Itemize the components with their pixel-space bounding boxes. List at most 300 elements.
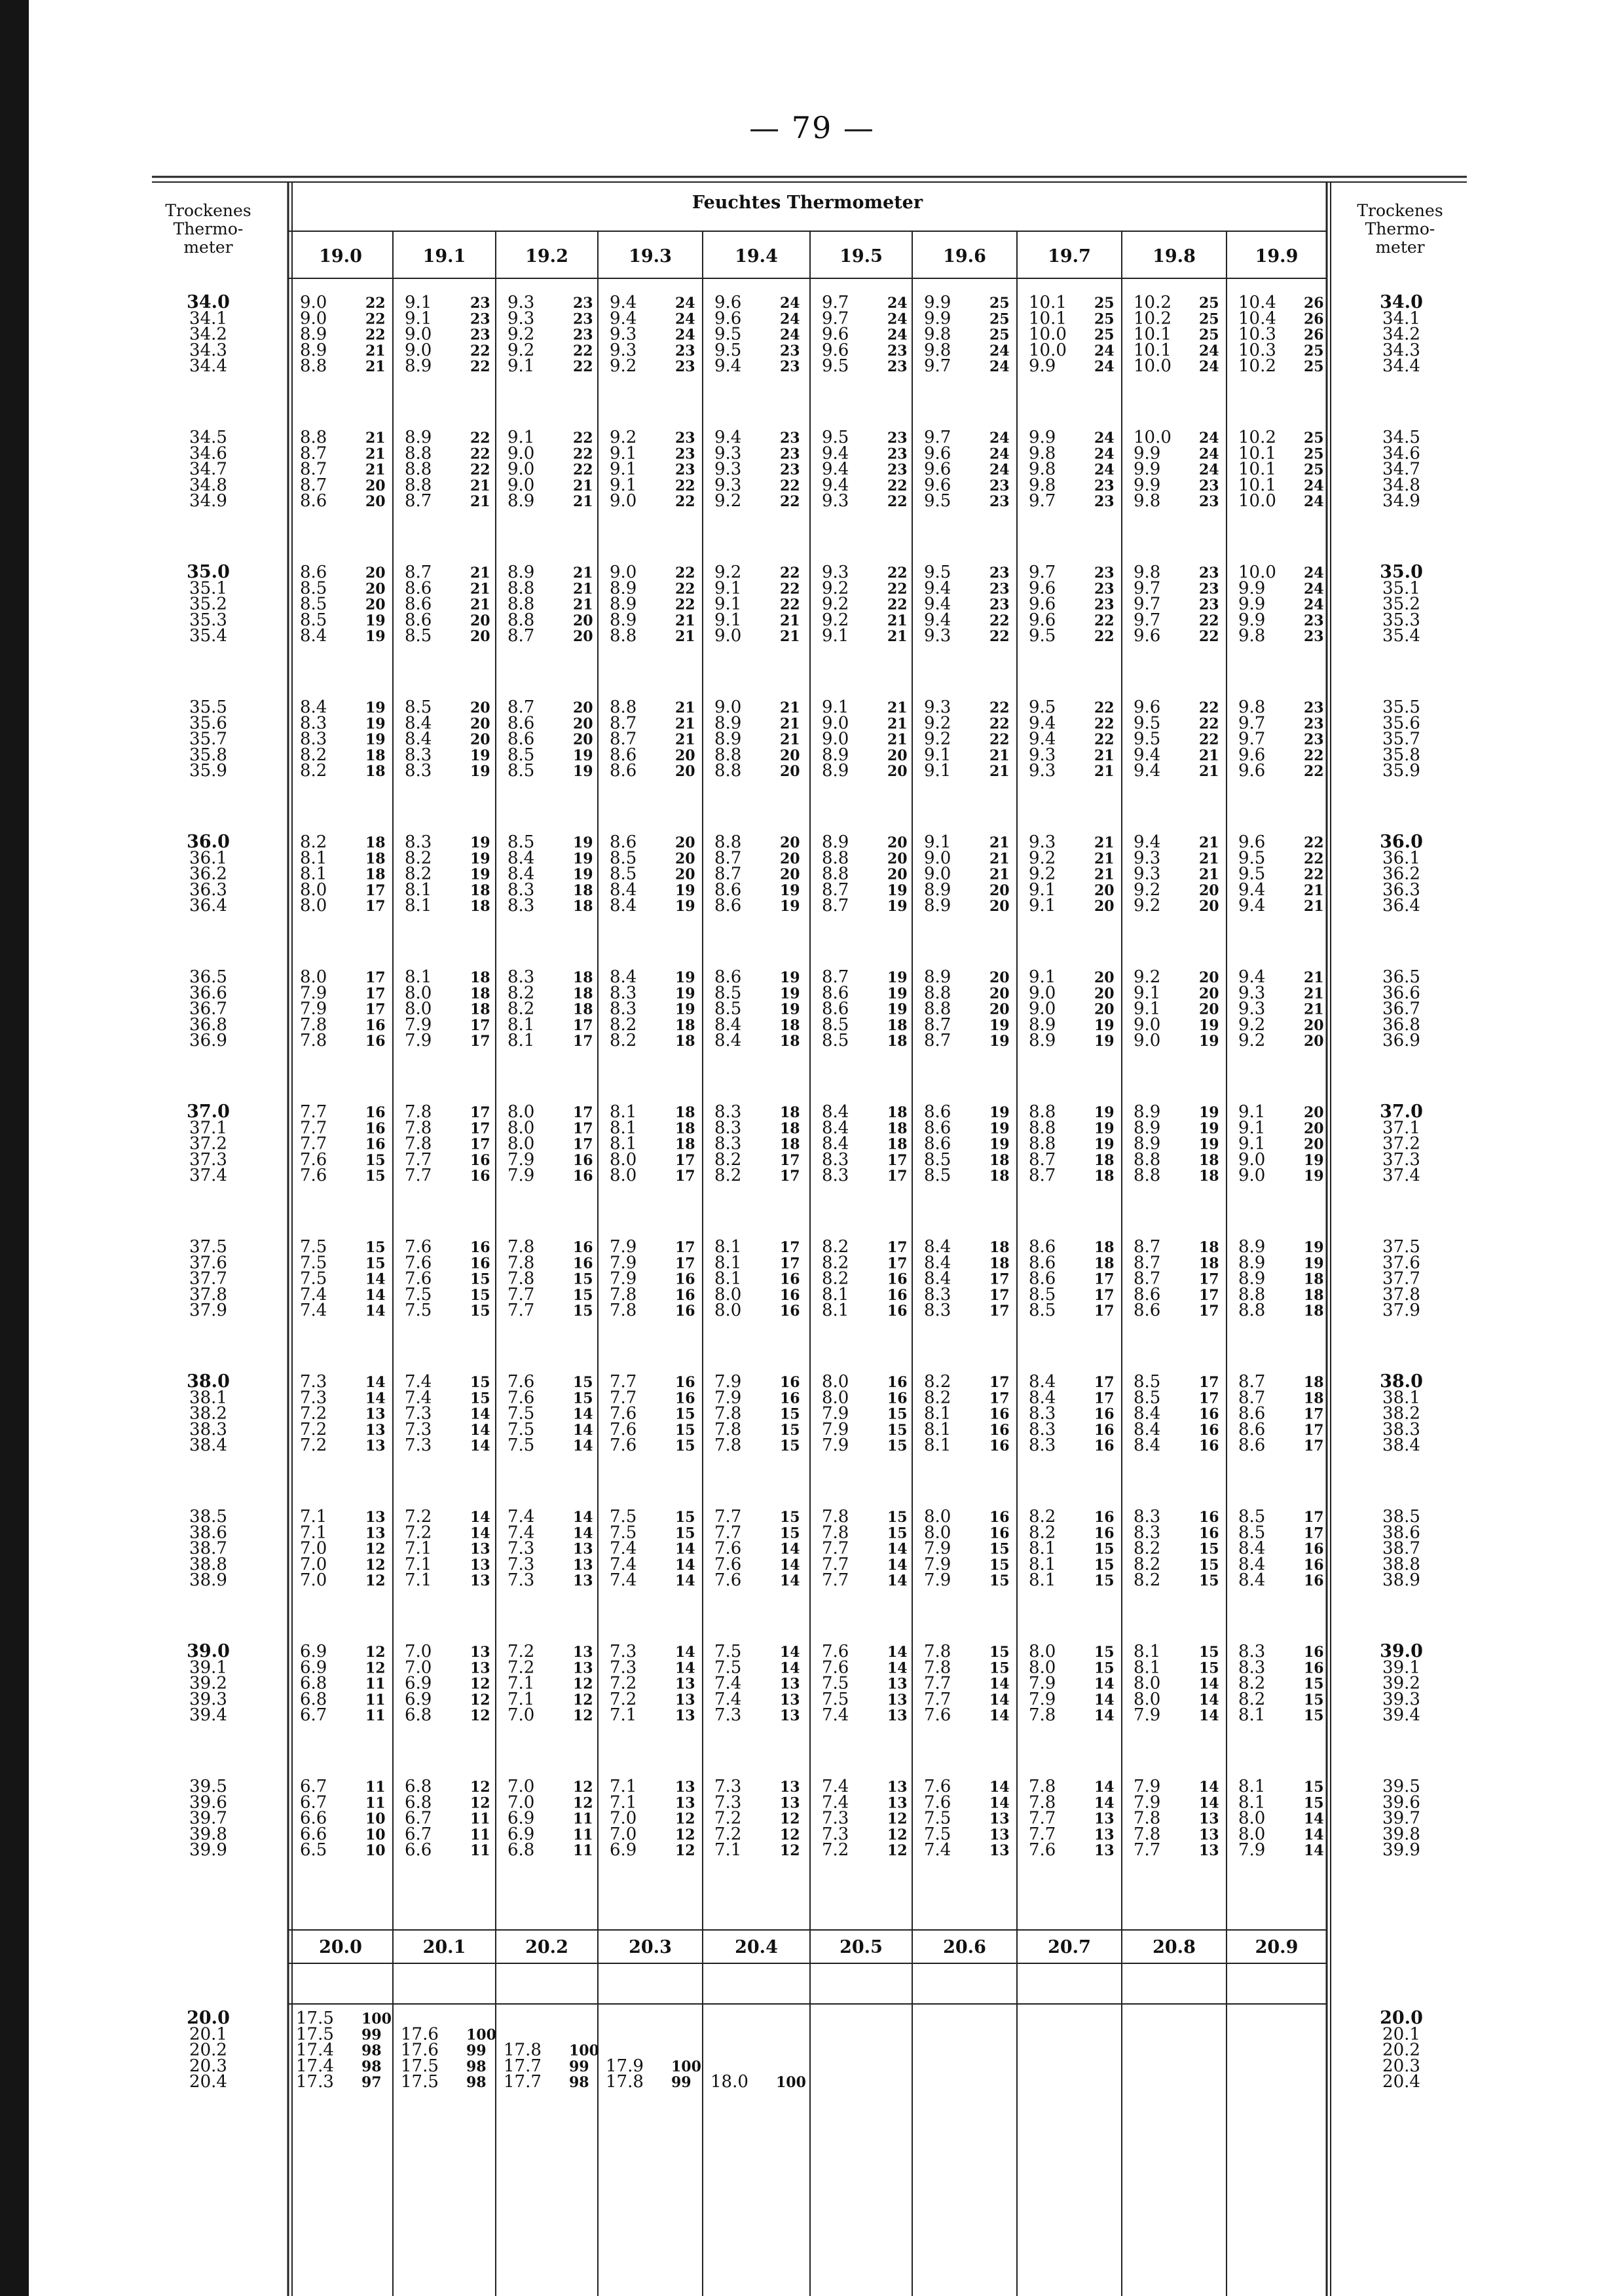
- row-label: 37.1: [189, 1118, 227, 1138]
- cell-value: 9.3: [924, 697, 951, 717]
- cell-humidity: 18: [573, 985, 593, 1003]
- cell-humidity: 23: [1304, 731, 1324, 749]
- cell-humidity: 17: [365, 881, 386, 899]
- cell-humidity: 20: [989, 881, 1010, 899]
- cell-value: 8.1: [1238, 1777, 1266, 1796]
- cell-humidity: 14: [573, 1509, 593, 1526]
- cell-value: 9.5: [924, 491, 951, 511]
- cell-humidity: 12: [573, 1707, 593, 1725]
- cell-value: 9.9: [924, 308, 951, 329]
- cell-value: 8.9: [822, 832, 849, 852]
- cell-value: 8.3: [1029, 1419, 1056, 1439]
- cell-humidity: 25: [1199, 295, 1219, 312]
- row-label: 39.7: [189, 1808, 227, 1828]
- cell-value: 9.4: [610, 293, 637, 312]
- cell-value: 9.5: [1238, 864, 1266, 884]
- cell-humidity: 23: [1199, 580, 1219, 598]
- cell-value: 9.7: [1134, 610, 1161, 630]
- cell-humidity: 18: [780, 1136, 800, 1153]
- cell-value: 8.8: [714, 761, 742, 781]
- cell-humidity: 18: [1304, 1270, 1324, 1288]
- cell-humidity: 15: [470, 1390, 490, 1407]
- cell-humidity: 21: [675, 628, 695, 646]
- cell-humidity: 20: [989, 969, 1010, 986]
- lower-cell-value: 17.9: [606, 2056, 644, 2076]
- cell-humidity: 18: [1199, 1255, 1219, 1272]
- row-label: 37.8: [189, 1284, 227, 1305]
- cell-humidity: 25: [1199, 326, 1219, 344]
- cell-value: 9.2: [1238, 1031, 1266, 1051]
- cell-value: 9.4: [1029, 729, 1056, 749]
- cell-humidity: 20: [573, 628, 593, 646]
- row-label-right: 39.5: [1382, 1777, 1420, 1796]
- cell-humidity: 13: [887, 1691, 908, 1709]
- cell-value: 8.2: [507, 999, 535, 1019]
- cell-value: 9.2: [610, 356, 637, 377]
- cell-humidity: 13: [365, 1405, 386, 1423]
- cell-humidity: 17: [1304, 1437, 1324, 1455]
- cell-humidity: 18: [989, 1168, 1010, 1185]
- cell-humidity: 15: [780, 1437, 800, 1455]
- cell-humidity: 17: [1304, 1525, 1324, 1542]
- cell-humidity: 22: [365, 310, 386, 328]
- cell-value: 8.0: [924, 1507, 951, 1527]
- cell-humidity: 11: [573, 1810, 593, 1828]
- cell-humidity: 22: [780, 565, 800, 582]
- cell-humidity: 13: [470, 1572, 490, 1590]
- cell-humidity: 17: [470, 1016, 490, 1034]
- cell-humidity: 21: [887, 699, 908, 716]
- lower-row-label-right: 20.0: [1380, 2008, 1423, 2028]
- cell-value: 8.4: [1134, 1419, 1161, 1439]
- cell-value: 7.9: [822, 1435, 849, 1456]
- cell-value: 8.9: [1029, 1031, 1056, 1051]
- cell-humidity: 16: [780, 1286, 800, 1304]
- row-label-right: 39.0: [1380, 1641, 1423, 1661]
- cell-humidity: 21: [365, 461, 386, 479]
- cell-value: 9.5: [822, 428, 849, 447]
- cell-value: 8.7: [610, 713, 637, 733]
- cell-value: 6.8: [405, 1792, 432, 1813]
- cell-value: 8.3: [405, 832, 432, 852]
- lower-cell-value: 18.0: [710, 2072, 748, 2092]
- cell-humidity: 19: [1304, 1151, 1324, 1169]
- cell-value: 7.9: [1029, 1689, 1056, 1709]
- cell-humidity: 19: [1199, 1033, 1219, 1050]
- cell-humidity: 13: [989, 1826, 1010, 1843]
- cell-value: 8.3: [714, 1134, 742, 1154]
- cell-value: 10.1: [1238, 443, 1276, 464]
- cell-humidity: 14: [887, 1572, 908, 1590]
- cell-value: 7.0: [300, 1554, 327, 1574]
- cell-humidity: 22: [365, 326, 386, 344]
- cell-value: 8.2: [924, 1388, 951, 1408]
- cell-value: 9.9: [1134, 475, 1161, 495]
- cell-value: 7.3: [507, 1570, 535, 1591]
- cell-value: 8.8: [300, 428, 327, 447]
- cell-humidity: 15: [989, 1644, 1010, 1661]
- cell-humidity: 17: [470, 1136, 490, 1153]
- cell-humidity: 23: [780, 430, 800, 447]
- page-number: — 79 —: [749, 110, 875, 145]
- cell-humidity: 22: [1304, 850, 1324, 868]
- lower-cell-humidity: 99: [569, 2058, 589, 2075]
- row-label: 39.4: [189, 1705, 227, 1726]
- cell-value: 9.1: [822, 697, 849, 717]
- cell-value: 7.6: [924, 1777, 951, 1796]
- cell-humidity: 21: [573, 565, 593, 582]
- cell-value: 8.6: [405, 594, 432, 614]
- cell-value: 9.0: [300, 293, 327, 312]
- cell-value: 8.4: [300, 697, 327, 717]
- cell-humidity: 22: [780, 477, 800, 494]
- lower-cell-humidity: 98: [466, 2074, 487, 2092]
- cell-value: 8.4: [822, 1118, 849, 1138]
- cell-humidity: 24: [780, 295, 800, 312]
- cell-value: 9.2: [822, 594, 849, 614]
- cell-humidity: 22: [1199, 699, 1219, 716]
- cell-value: 8.6: [405, 578, 432, 599]
- cell-value: 7.2: [300, 1435, 327, 1456]
- cell-humidity: 26: [1304, 310, 1324, 328]
- cell-value: 8.1: [924, 1419, 951, 1439]
- cell-value: 9.0: [610, 491, 637, 511]
- lower-cell-humidity: 98: [361, 2042, 382, 2060]
- cell-humidity: 17: [1199, 1303, 1219, 1320]
- cell-value: 7.2: [610, 1689, 637, 1709]
- cell-value: 9.9: [1238, 578, 1266, 599]
- cell-humidity: 23: [675, 430, 695, 447]
- cell-value: 9.3: [1029, 761, 1056, 781]
- cell-value: 7.5: [610, 1523, 637, 1543]
- cell-value: 7.3: [822, 1824, 849, 1844]
- cell-humidity: 13: [887, 1707, 908, 1725]
- row-label: 34.0: [187, 292, 230, 312]
- cell-humidity: 15: [573, 1286, 593, 1304]
- cell-value: 7.7: [300, 1102, 327, 1122]
- cell-humidity: 21: [1094, 763, 1115, 781]
- cell-humidity: 23: [887, 358, 908, 376]
- cell-value: 9.1: [1238, 1102, 1266, 1122]
- cell-value: 7.5: [507, 1435, 535, 1456]
- cell-humidity: 22: [887, 493, 908, 511]
- cell-value: 9.3: [1238, 983, 1266, 1003]
- cell-value: 8.1: [1029, 1570, 1056, 1591]
- cell-humidity: 23: [573, 310, 593, 328]
- lower-cell-humidity: 98: [361, 2058, 382, 2075]
- cell-value: 8.7: [822, 967, 849, 987]
- cell-humidity: 12: [470, 1675, 490, 1693]
- cell-humidity: 25: [1094, 310, 1115, 328]
- cell-humidity: 19: [573, 747, 593, 764]
- cell-humidity: 17: [780, 1239, 800, 1256]
- cell-humidity: 16: [1304, 1644, 1324, 1661]
- cell-value: 7.9: [405, 1014, 432, 1035]
- cell-humidity: 20: [780, 747, 800, 764]
- cell-value: 8.6: [610, 832, 637, 852]
- cell-humidity: 23: [470, 295, 490, 312]
- cell-value: 9.2: [1029, 864, 1056, 884]
- cell-value: 7.4: [507, 1523, 535, 1543]
- row-label-right: 36.2: [1382, 864, 1420, 884]
- cell-value: 6.8: [405, 1777, 432, 1796]
- cell-value: 8.7: [405, 563, 432, 582]
- lower-cell-value: 17.5: [296, 2009, 334, 2028]
- cell-humidity: 16: [1199, 1525, 1219, 1542]
- cell-humidity: 13: [780, 1794, 800, 1812]
- cell-value: 8.4: [822, 1134, 849, 1154]
- cell-value: 9.6: [1134, 626, 1161, 646]
- cell-humidity: 20: [1199, 1001, 1219, 1018]
- cell-value: 9.6: [1029, 578, 1056, 599]
- row-label: 34.9: [189, 491, 227, 511]
- cell-value: 8.5: [1238, 1507, 1266, 1527]
- row-label: 38.3: [189, 1419, 227, 1439]
- cell-humidity: 14: [887, 1556, 908, 1574]
- cell-humidity: 18: [989, 1239, 1010, 1256]
- cell-humidity: 19: [989, 1120, 1010, 1138]
- cell-value: 8.2: [1238, 1689, 1266, 1709]
- cell-humidity: 20: [1094, 1001, 1115, 1018]
- row-label-right: 37.3: [1382, 1149, 1420, 1170]
- cell-value: 7.5: [300, 1268, 327, 1289]
- cell-value: 8.8: [300, 356, 327, 377]
- cell-humidity: 22: [887, 580, 908, 598]
- cell-value: 9.2: [507, 324, 535, 344]
- cell-humidity: 21: [573, 580, 593, 598]
- cell-humidity: 24: [1199, 342, 1219, 360]
- cell-humidity: 17: [1199, 1390, 1219, 1407]
- cell-humidity: 19: [573, 850, 593, 868]
- cell-value: 7.0: [610, 1824, 637, 1844]
- row-label: 38.2: [189, 1403, 227, 1424]
- cell-value: 8.6: [1238, 1419, 1266, 1439]
- row-label: 35.3: [189, 610, 227, 630]
- cell-humidity: 10: [365, 1810, 386, 1828]
- cell-humidity: 20: [1199, 969, 1219, 986]
- cell-value: 7.9: [610, 1253, 637, 1273]
- cell-humidity: 24: [1304, 477, 1324, 494]
- cell-humidity: 16: [1094, 1421, 1115, 1439]
- cell-value: 8.3: [1029, 1403, 1056, 1424]
- cell-humidity: 14: [989, 1707, 1010, 1725]
- cell-humidity: 20: [573, 699, 593, 716]
- cell-humidity: 21: [780, 628, 800, 646]
- row-label-right: 36.3: [1382, 880, 1420, 900]
- cell-humidity: 14: [780, 1556, 800, 1574]
- cell-humidity: 19: [1199, 1016, 1219, 1034]
- cell-humidity: 22: [675, 596, 695, 614]
- cell-humidity: 15: [1304, 1707, 1324, 1725]
- cell-value: 7.7: [610, 1388, 637, 1408]
- cell-humidity: 13: [1094, 1826, 1115, 1843]
- cell-value: 9.0: [1029, 999, 1056, 1019]
- cell-value: 7.8: [300, 1014, 327, 1035]
- cell-value: 8.5: [924, 1166, 951, 1186]
- cell-value: 7.7: [405, 1149, 432, 1170]
- cell-humidity: 18: [1094, 1255, 1115, 1272]
- cell-humidity: 22: [675, 565, 695, 582]
- cell-value: 6.8: [507, 1840, 535, 1861]
- cell-humidity: 17: [780, 1168, 800, 1185]
- cell-value: 9.4: [822, 459, 849, 479]
- cell-value: 8.5: [300, 594, 327, 614]
- cell-humidity: 15: [1094, 1644, 1115, 1661]
- cell-humidity: 12: [470, 1707, 490, 1725]
- cell-value: 8.2: [300, 832, 327, 852]
- cell-humidity: 18: [1199, 1151, 1219, 1169]
- cell-value: 9.1: [924, 745, 951, 765]
- cell-humidity: 22: [675, 493, 695, 511]
- cell-value: 8.4: [714, 1014, 742, 1035]
- row-label-right: 36.9: [1382, 1031, 1420, 1051]
- cell-value: 8.4: [610, 880, 637, 900]
- cell-value: 10.2: [1238, 428, 1276, 447]
- column-header: 20.8: [1153, 1937, 1196, 1957]
- cell-humidity: 14: [470, 1525, 490, 1542]
- cell-value: 8.3: [507, 880, 535, 900]
- cell-value: 7.0: [405, 1657, 432, 1678]
- cell-humidity: 18: [573, 969, 593, 986]
- cell-value: 9.3: [1134, 848, 1161, 868]
- column-header: 20.6: [943, 1937, 986, 1957]
- cell-value: 7.4: [610, 1570, 637, 1591]
- lower-row-label: 20.0: [187, 2008, 230, 2028]
- cell-humidity: 26: [1304, 326, 1324, 344]
- cell-humidity: 18: [573, 881, 593, 899]
- cell-value: 8.3: [1134, 1507, 1161, 1527]
- cell-value: 8.9: [610, 610, 637, 630]
- cell-value: 7.1: [714, 1840, 742, 1861]
- cell-value: 8.4: [1029, 1388, 1056, 1408]
- row-label-right: 36.4: [1382, 896, 1420, 916]
- cell-humidity: 21: [470, 493, 490, 511]
- cell-value: 9.8: [1238, 697, 1266, 717]
- cell-humidity: 12: [675, 1810, 695, 1828]
- cell-value: 7.4: [300, 1284, 327, 1305]
- cell-humidity: 19: [780, 898, 800, 916]
- row-label-right: 38.3: [1382, 1419, 1420, 1439]
- cell-value: 8.7: [714, 848, 742, 868]
- lower-cell-value: 17.5: [401, 2072, 439, 2092]
- cell-humidity: 19: [470, 747, 490, 764]
- cell-value: 8.7: [300, 475, 327, 495]
- cell-humidity: 21: [989, 763, 1010, 781]
- cell-humidity: 13: [675, 1794, 695, 1812]
- cell-value: 7.3: [405, 1419, 432, 1439]
- cell-value: 8.2: [507, 983, 535, 1003]
- cell-value: 10.0: [1238, 563, 1276, 582]
- cell-humidity: 11: [573, 1826, 593, 1843]
- cell-value: 9.3: [714, 459, 742, 479]
- cell-value: 7.9: [610, 1268, 637, 1289]
- cell-humidity: 15: [675, 1525, 695, 1542]
- cell-value: 9.1: [610, 475, 637, 495]
- cell-humidity: 16: [1094, 1509, 1115, 1526]
- cell-value: 9.5: [1238, 848, 1266, 868]
- cell-humidity: 15: [573, 1374, 593, 1391]
- cell-humidity: 20: [675, 763, 695, 781]
- cell-value: 8.2: [1238, 1673, 1266, 1694]
- cell-value: 6.9: [300, 1657, 327, 1678]
- cell-value: 9.6: [1238, 761, 1266, 781]
- row-label: 35.1: [189, 578, 227, 599]
- cell-value: 9.1: [507, 356, 535, 377]
- cell-value: 9.0: [1029, 983, 1056, 1003]
- cell-value: 7.4: [610, 1554, 637, 1574]
- cell-humidity: 22: [989, 612, 1010, 629]
- cell-value: 9.0: [1134, 1031, 1161, 1051]
- cell-humidity: 19: [989, 1136, 1010, 1153]
- column-header: 19.2: [525, 246, 568, 267]
- cell-value: 9.2: [1238, 1014, 1266, 1035]
- cell-value: 7.5: [822, 1673, 849, 1694]
- cell-humidity: 25: [1304, 342, 1324, 360]
- cell-value: 7.6: [822, 1657, 849, 1678]
- cell-humidity: 16: [1199, 1421, 1219, 1439]
- cell-humidity: 22: [573, 445, 593, 463]
- cell-value: 8.9: [405, 428, 432, 447]
- cell-humidity: 13: [780, 1675, 800, 1693]
- cell-value: 9.2: [714, 491, 742, 511]
- cell-humidity: 24: [1304, 493, 1324, 511]
- cell-humidity: 16: [1199, 1509, 1219, 1526]
- cell-humidity: 21: [1094, 850, 1115, 868]
- cell-value: 9.4: [924, 610, 951, 630]
- cell-value: 9.3: [714, 475, 742, 495]
- cell-value: 10.1: [1029, 308, 1067, 329]
- cell-value: 8.8: [1238, 1301, 1266, 1321]
- cell-value: 8.3: [1029, 1435, 1056, 1456]
- cell-value: 6.6: [300, 1824, 327, 1844]
- cell-humidity: 15: [1199, 1540, 1219, 1558]
- row-label-right: 37.5: [1382, 1237, 1420, 1257]
- cell-humidity: 13: [780, 1707, 800, 1725]
- lower-cell-value: 17.4: [296, 2056, 334, 2076]
- cell-humidity: 13: [1199, 1826, 1219, 1843]
- cell-humidity: 15: [780, 1421, 800, 1439]
- cell-value: 9.4: [1238, 880, 1266, 900]
- cell-value: 8.1: [714, 1253, 742, 1273]
- cell-humidity: 19: [887, 1001, 908, 1018]
- cell-humidity: 21: [780, 731, 800, 749]
- cell-value: 9.9: [1029, 356, 1056, 377]
- cell-humidity: 21: [780, 699, 800, 716]
- cell-value: 7.4: [300, 1301, 327, 1321]
- cell-humidity: 21: [675, 715, 695, 733]
- cell-value: 8.9: [507, 491, 535, 511]
- cell-value: 8.5: [822, 1014, 849, 1035]
- cell-value: 8.4: [924, 1253, 951, 1273]
- cell-value: 7.9: [1134, 1792, 1161, 1813]
- cell-value: 8.3: [822, 1149, 849, 1170]
- cell-value: 8.4: [405, 713, 432, 733]
- cell-value: 7.4: [405, 1388, 432, 1408]
- cell-value: 7.2: [300, 1403, 327, 1424]
- cell-humidity: 20: [887, 747, 908, 764]
- cell-humidity: 23: [1094, 580, 1115, 598]
- cell-humidity: 20: [470, 715, 490, 733]
- row-label-right: 37.4: [1382, 1166, 1420, 1186]
- cell-humidity: 13: [470, 1644, 490, 1661]
- cell-value: 9.3: [822, 563, 849, 582]
- row-label: 36.3: [189, 880, 227, 900]
- cell-humidity: 13: [989, 1842, 1010, 1860]
- cell-humidity: 21: [675, 699, 695, 716]
- cell-humidity: 13: [1094, 1810, 1115, 1828]
- cell-humidity: 16: [1304, 1540, 1324, 1558]
- cell-humidity: 16: [675, 1270, 695, 1288]
